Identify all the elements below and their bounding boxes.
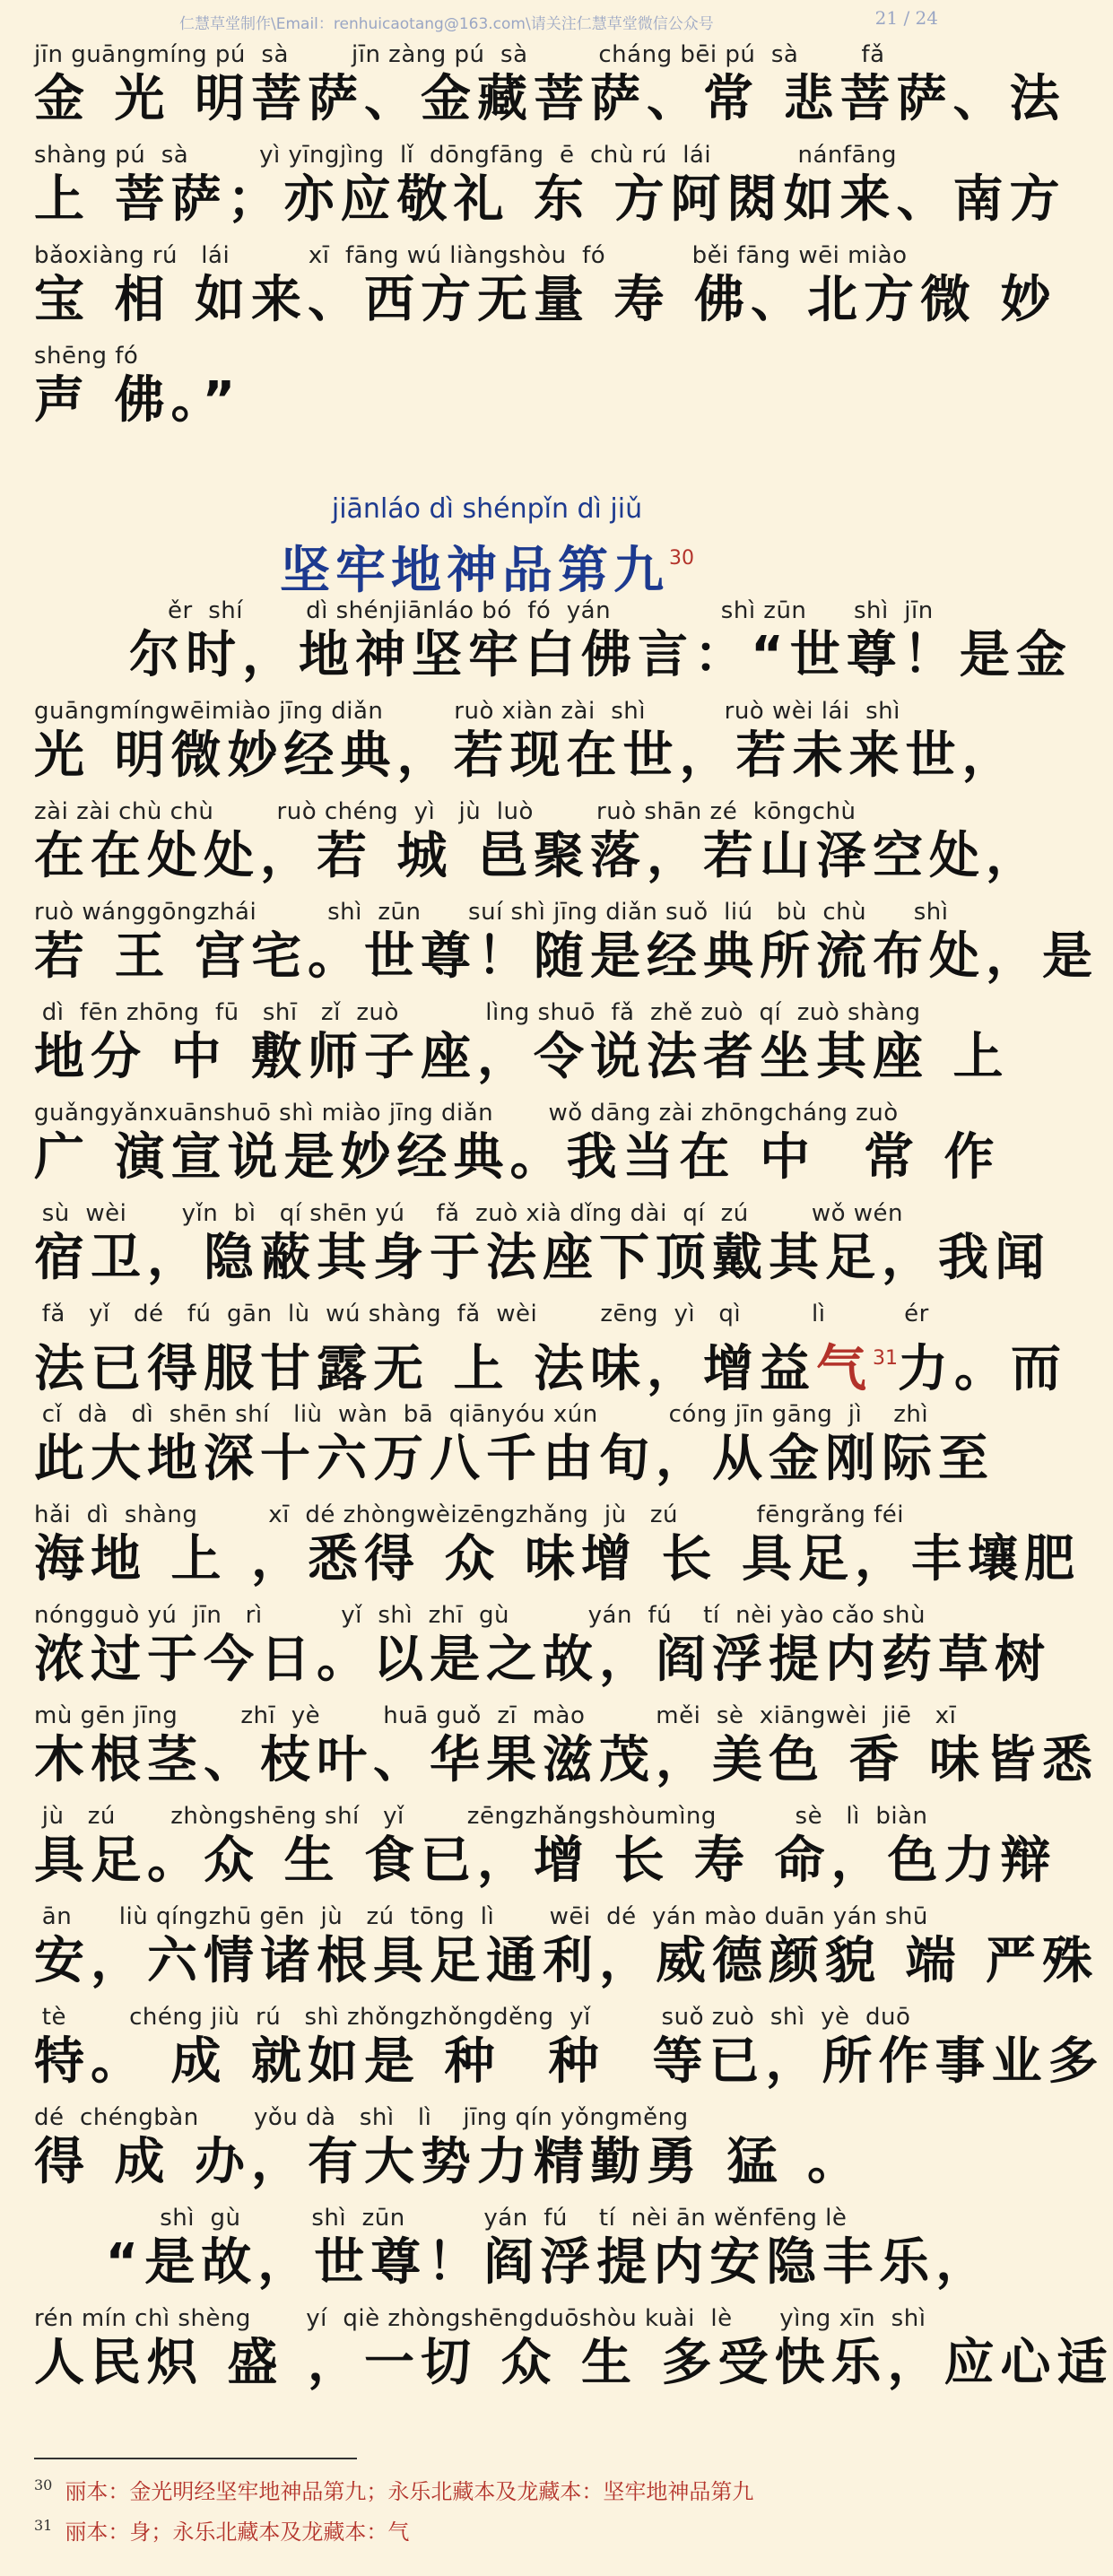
text-line	[34, 1600, 1051, 1701]
hanzi-line: 上 菩萨；亦应敬礼 东 方阿閦如来、南方	[34, 170, 1066, 229]
text-line	[34, 1902, 1099, 2002]
variant-character: 气	[816, 1340, 873, 1398]
pinyin-line: cǐ dà dì shēn shí liù wàn bā qiānyóu xún cóng jīn gāng jì zhì	[34, 1401, 929, 1428]
hanzi-line: 特。 成 就如是 种 种 等已，所作事业多	[34, 2032, 1105, 2091]
chapter-title	[34, 492, 940, 600]
hanzi-line: 浓过于今日。以是之故，阎浮提内药草树	[34, 1631, 1051, 1689]
hanzi-line: 海地 上 ，悉得 众 味增 长 具足，丰壤肥	[34, 1530, 1081, 1588]
text-line	[34, 2303, 1113, 2404]
text-line	[34, 341, 940, 441]
pinyin-line: zài zài chù chù ruò chéng yì jù luò ruò shān zé kōngchù	[34, 798, 856, 825]
hanzi-line: 具足。众 生 食已，增 长 寿 命，色力辩	[34, 1832, 1057, 1890]
text-line	[34, 240, 1057, 341]
hanzi-line: 光 明微妙经典，若现在世，若未来世，	[34, 727, 1019, 785]
hanzi-line: 在在处处，若 城 邑聚落，若山泽空处，	[34, 827, 1042, 885]
text-line	[34, 2203, 993, 2303]
pinyin-line: ruò wánggōngzhái shì zūn suí shì jīng diǎn suǒ liú bù chù shì	[34, 899, 949, 926]
text-line	[34, 39, 1066, 140]
pinyin-line: tè chéng jiù rú shì zhǒngzhǒngděng yǐ suǒ zuò shì yè duō	[34, 2004, 911, 2031]
text-line	[34, 897, 1099, 997]
text-line	[34, 1098, 1001, 1198]
hanzi-line: 得 成 办，有大势力精勤勇 猛 。	[34, 2133, 864, 2191]
pinyin-line: jīn guāngmíng pú sà jīn zàng pú sà cháng bēi pú sà fǎ	[34, 41, 885, 68]
pinyin-line: fǎ yǐ dé fú gān lù wú shàng fǎ wèi zēng yì qì lì ér	[34, 1301, 929, 1327]
text-line	[34, 1399, 995, 1500]
footnote-text: 丽本：身；永乐北藏本及龙藏本：气	[65, 2519, 410, 2545]
text-line	[34, 796, 1042, 897]
pinyin-line: shēng fó	[34, 343, 139, 370]
chapter-title-text: 坚牢地神品第九	[280, 542, 669, 600]
pinyin-line: rén mín chì shèng yí qiè zhòngshēngduōshòu kuài lè yìng xīn shì	[34, 2305, 926, 2332]
footnote-item	[34, 2468, 940, 2509]
page-header	[0, 7, 969, 38]
footnote-divider	[34, 2458, 357, 2459]
chapter-title-pinyin: jiānláo dì shénpǐn dì jiǔ	[331, 493, 643, 525]
footnotes	[34, 2458, 940, 2549]
text-line	[34, 1801, 1057, 1902]
text-line	[34, 2102, 940, 2203]
text-line	[34, 1701, 1099, 1801]
text-line	[34, 596, 1073, 696]
hanzi-line: 宿卫，隐蔽其身于法座下顶戴其足，我闻	[34, 1229, 1051, 1287]
text-line	[34, 1198, 1051, 1299]
text-line	[34, 2002, 1105, 2102]
chapter-title-hanzi	[34, 527, 940, 600]
footnote-text: 丽本：金光明经坚牢地神品第九；永乐北藏本及龙藏本：坚牢地神品第九	[65, 2479, 754, 2504]
hanzi-line: 地分 中 敷师子座，令说法者坐其座 上	[34, 1028, 1010, 1086]
pinyin-line: hǎi dì shàng xī dé zhòngwèizēngzhǎng jù zú fēngrǎng féi	[34, 1501, 904, 1528]
pinyin-line: sù wèi yǐn bì qí shēn yú fǎ zuò xià dǐng dài qí zú wǒ wén	[34, 1200, 904, 1227]
pinyin-line: guǎngyǎnxuānshuō shì miào jīng diǎn wǒ dāng zài zhōngcháng zuò	[34, 1100, 899, 1127]
hanzi-line: “是故，世尊！阎浮提内安隐丰乐，	[34, 2233, 993, 2292]
spacer	[34, 441, 940, 492]
hanzi-line: 若 王 宫宅。世尊！随是经典所流布处，是	[34, 927, 1099, 986]
pinyin-line: bǎoxiàng rú lái xī fāng wú liàngshòu fó běi fāng wēi miào	[34, 242, 908, 269]
pinyin-line: shàng pú sà yì yīngjìng lǐ dōngfāng ē chù rú lái nánfāng	[34, 142, 897, 169]
hanzi-line: 此大地深十六万八千由旬，从金刚际至	[34, 1430, 995, 1488]
hanzi-segment: 法已得服甘露无 上 法味，增益	[34, 1340, 816, 1398]
hanzi-line: 木根茎、枝叶、华果滋茂，美色 香 味皆悉	[34, 1731, 1099, 1789]
hanzi-line: 声 佛。”	[34, 371, 242, 430]
footnote-number: 31	[34, 2517, 53, 2534]
hanzi-segment: 力。而	[898, 1340, 1067, 1398]
pinyin-line: ān liù qíngzhū gēn jù zú tōng lì wēi dé yán mào duān yán shū	[34, 1903, 928, 1930]
pinyin-line: jù zú zhòngshēng shí yǐ zēngzhǎngshòumìng sè lì biàn	[34, 1803, 928, 1830]
hanzi-line: 金 光 明菩萨、金藏菩萨、常 悲菩萨、法	[34, 70, 1066, 128]
pinyin-line: ěr shí dì shénjiānláo bó fó yán shì zūn shì jīn	[34, 597, 934, 624]
text-body	[34, 39, 1113, 2404]
pinyin-line: dì fēn zhōng fū shī zǐ zuò lìng shuō fǎ zhě zuò qí zuò shàng	[34, 999, 921, 1026]
hanzi-line: 广 演宣说是妙经典。我当在 中 常 作	[34, 1128, 1001, 1187]
text-line	[34, 997, 1010, 1098]
footnote-marker[interactable]: 31	[873, 1347, 898, 1370]
hanzi-line: 安，六情诸根具足通利，威德颜貌 端 严殊	[34, 1932, 1099, 1990]
pinyin-line: nóngguò yú jīn rì yǐ shì zhī gù yán fú tí nèi yào cǎo shù	[34, 1602, 926, 1629]
text-line	[34, 1500, 1081, 1600]
pinyin-line: shì gù shì zūn yán fú tí nèi ān wěnfēng lè	[34, 2205, 848, 2232]
hanzi-line	[34, 1329, 1067, 1398]
pinyin-line: guāngmíngwēimiào jīng diǎn ruò xiàn zài shì ruò wèi lái shì	[34, 698, 900, 725]
header-credit: 仁慧草堂制作\Email：renhuicaotang@163.com\请关注仁慧草堂微信公众号	[179, 15, 714, 33]
pinyin-line: mù gēn jīng zhī yè huā guǒ zī mào měi sè xiāngwèi jiē xī	[34, 1702, 957, 1729]
pinyin-line: dé chéngbàn yǒu dà shì lì jīng qín yǒngměng	[34, 2104, 689, 2131]
text-line	[34, 1299, 1067, 1399]
footnote-number: 30	[34, 2476, 53, 2493]
text-line	[34, 140, 1066, 240]
hanzi-line: 宝 相 如来、西方无量 寿 佛、北方微 妙	[34, 271, 1057, 329]
footnote-marker[interactable]: 30	[669, 547, 694, 570]
page-number: 21 / 24	[874, 7, 938, 29]
main-text	[34, 596, 1113, 2404]
footnote-item	[34, 2509, 940, 2549]
hanzi-line: 尔时，地神坚牢白佛言：“世尊！是金	[34, 626, 1073, 684]
text-line	[34, 696, 1019, 796]
hanzi-line: 人民炽 盛 ，一切 众 生 多受快乐，应心适	[34, 2334, 1113, 2392]
